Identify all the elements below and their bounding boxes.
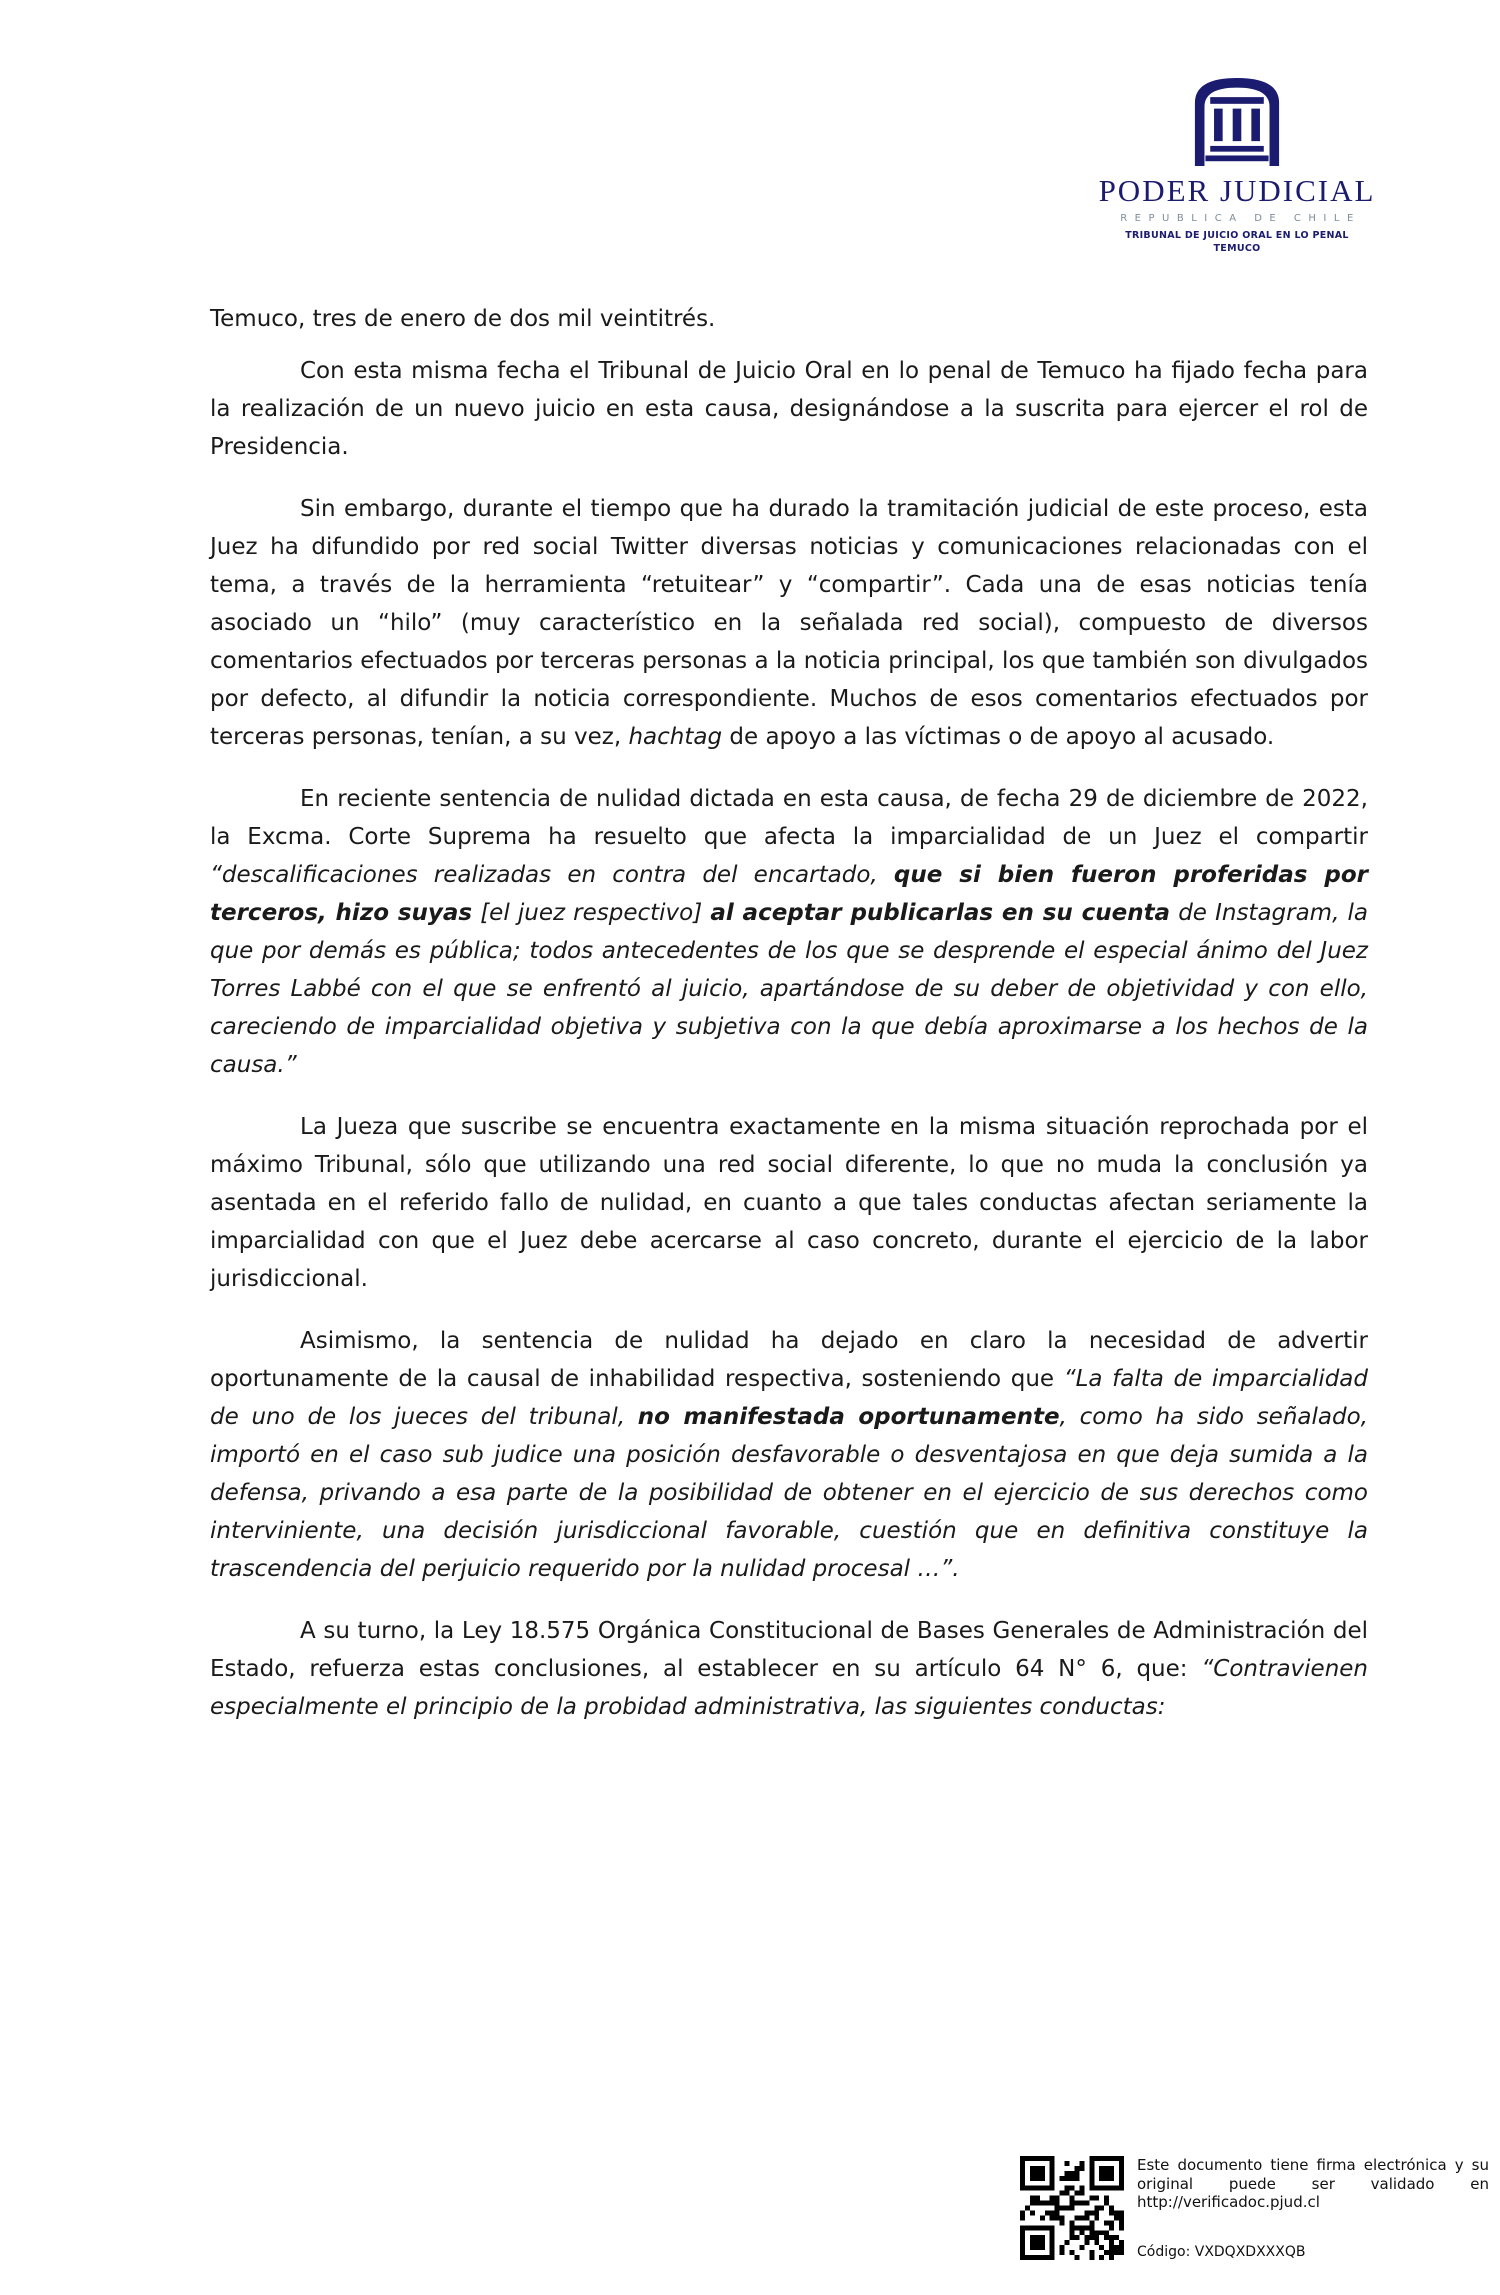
footer-text <box>1137 2156 1489 2260</box>
validation-code: Código: VXDQXDXXXQB <box>1137 2244 1306 2260</box>
tribunal-city: TEMUCO <box>1213 243 1261 254</box>
footer <box>1020 2156 1489 2260</box>
tribunal-name: TRIBUNAL DE JUICIO ORAL EN LO PENAL <box>1125 230 1349 241</box>
header-logo <box>1052 78 1422 254</box>
document-body <box>210 300 1368 1750</box>
poder-judicial-emblem-icon <box>1189 78 1285 166</box>
date-line: Temuco, tres de enero de dos mil veintitrés. <box>210 306 716 332</box>
qr-code <box>1020 2156 1124 2260</box>
paragraph: Con esta misma fecha el Tribunal de Juicio Oral en lo penal de Temuco ha fijado fecha para la realización de un nuevo juicio en esta causa, designándose a la suscrita para ejercer el rol de Presidencia. <box>210 358 1368 460</box>
paragraph: A su turno, la Ley 18.575 Orgánica Constitucional de Bases Generales de Administración del Estado, refuerza estas conclusiones, al establecer en su artículo 64 N° 6, que: “Contravienen especialmente el principio de la probidad administrativa, las siguientes conductas: <box>210 1618 1368 1720</box>
republic-line: REPUBLICA DE CHILE <box>1120 213 1361 224</box>
paragraph: En reciente sentencia de nulidad dictada en esta causa, de fecha 29 de diciembre de 2022, la Excma. Corte Suprema ha resuelto que afecta la imparcialidad de un Juez el compartir “descalificaciones realizadas en contra del encartado, que si bien fueron proferidas por terceros, hizo suyas [el juez respectivo] al aceptar publicarlas en su cuenta de Instagram, la que por demás es pública; todos antecedentes de los que se desprende el especial ánimo del Juez Torres Labbé con el que se enfrentó al juicio, apartándose de su deber de objetividad y con ello, careciendo de imparcialidad objetiva y subjetiva con la que debía aproximarse a los hechos de la causa.” <box>210 786 1369 1078</box>
paragraph: Asimismo, la sentencia de nulidad ha dejado en claro la necesidad de advertir oportunamente de la causal de inhabilidad respectiva, sosteniendo que “La falta de imparcialidad de uno de los jueces del tribunal, no manifestada oportunamente, como ha sido señalado, importó en el caso sub judice una posición desfavorable o desventajosa en que deja sumida a la defensa, privando a esa parte de la posibilidad de obtener en el ejercicio de sus derechos como interviniente, una decisión jurisdiccional favorable, cuestión que en definitiva constituye la trascendencia del perjuicio requerido por la nulidad procesal …”. <box>210 1328 1369 1582</box>
signature-notice: Este documento tiene firma electrónica y su original puede ser validado en http://verificadoc.pjud.cl <box>1137 2156 1489 2211</box>
paragraph: La Jueza que suscribe se encuentra exactamente en la misma situación reprochada por el máximo Tribunal, sólo que utilizando una red social diferente, lo que no muda la conclusión ya asentada en el referido fallo de nulidad, en cuanto a que tales conductas afectan seriamente la imparcialidad con que el Juez debe acercarse al caso concreto, durante el ejercicio de la labor jurisdiccional. <box>210 1114 1368 1292</box>
org-name: PODER JUDICIAL <box>1098 173 1376 208</box>
paragraph: Sin embargo, durante el tiempo que ha durado la tramitación judicial de este proceso, esta Juez ha difundido por red social Twitter diversas noticias y comunicaciones relacionadas con el tema, a través de la herramienta “retuitear” y “compartir”. Cada una de esas noticias tenía asociado un “hilo” (muy característico en la señalada red social), compuesto de diversos comentarios efectuados por terceras personas a la noticia principal, los que también son divulgados por defecto, al difundir la noticia correspondiente. Muchos de esos comentarios efectuados por terceras personas, tenían, a su vez, hachtag de apoyo a las víctimas o de apoyo al acusado. <box>210 496 1368 750</box>
document-paragraphs <box>210 352 1368 1726</box>
